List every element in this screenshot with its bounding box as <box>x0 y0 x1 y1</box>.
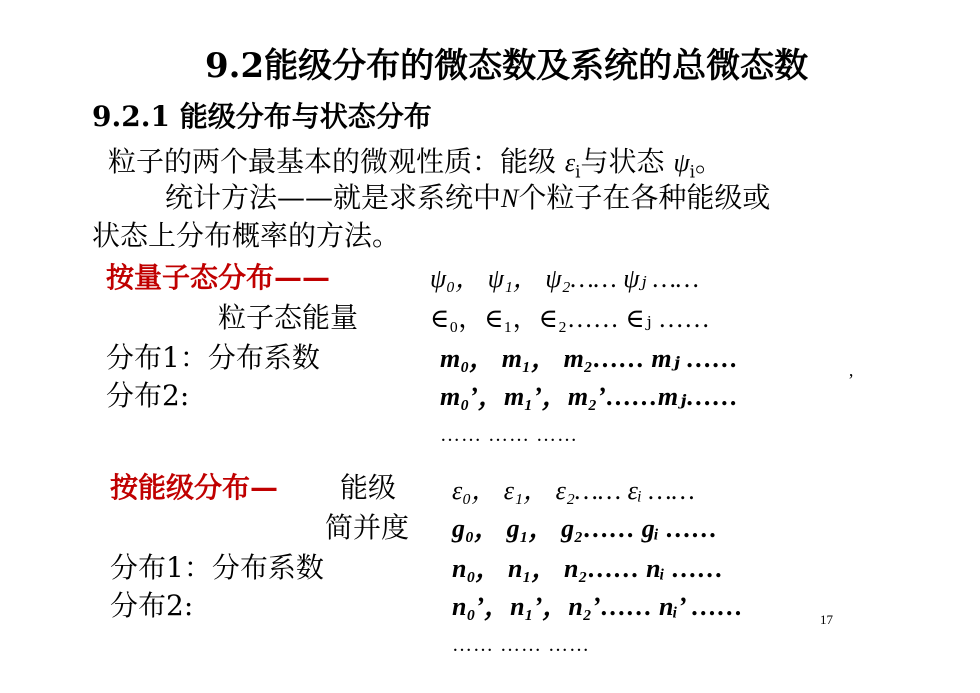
energy-row: ∈₀，∈₁，∈₂…… ∈ⱼ …… <box>430 304 711 333</box>
state-dist-heading: 按量子态分布—— <box>106 261 331 294</box>
degeneracy-label: 简并度 <box>325 511 410 544</box>
states-row: ψ₀， ψ₁， ψ₂…… ψⱼ …… <box>430 264 700 293</box>
level-label: 能级 <box>340 471 397 504</box>
state-dist1-row: m₀， m₁， m₂…… mⱼ …… <box>440 344 739 373</box>
state-dist2-row: m₀’，m₁’，m₂’……mⱼ…… <box>440 382 739 411</box>
intro-text-a: 粒子的两个最基本的微观性质：能级 <box>108 145 565 178</box>
energy-label: 粒子态能量 <box>218 301 359 334</box>
intro-line2-post: 个粒子在各种能级或 <box>518 181 771 214</box>
page-number: 17 <box>820 612 833 627</box>
state-dist2-label: 分布2: <box>106 379 190 412</box>
N-symbol: N <box>501 184 519 213</box>
intro-line-2 <box>165 176 770 216</box>
epsilon-symbol: ε <box>564 148 576 177</box>
level-dist1-label: 分布1：分布系数 <box>110 551 324 584</box>
level-dist1-row: n₀， n₁， n₂…… nᵢ …… <box>452 554 724 583</box>
psi-symbol: ψ <box>673 148 690 177</box>
level-row: ε₀， ε₁， ε₂…… εᵢ …… <box>452 476 695 505</box>
section-heading: 9.2.1 能级分布与状态分布 <box>92 100 432 133</box>
intro-line2-pre: 统计方法——就是求系统中 <box>165 181 502 214</box>
level-dist2-label: 分布2: <box>110 589 194 622</box>
subscript-i: i <box>575 161 581 182</box>
level-dots-row: …… …… …… <box>452 634 590 656</box>
level-dist2-row: n₀’，n₁’，n₂’…… nᵢ’ …… <box>452 592 744 621</box>
slide-title: 9.2能级分布的微态数及系统的总微态数 <box>205 46 809 86</box>
subscript-i-2: i <box>689 161 695 182</box>
state-dist1-label: 分布1：分布系数 <box>106 341 320 374</box>
degeneracy-row: g₀， g₁， g₂…… gᵢ …… <box>452 514 718 543</box>
level-dist-heading: 按能级分布— <box>110 471 279 504</box>
state-dots-row: …… …… …… <box>440 424 578 446</box>
intro-line-3: 状态上分布概率的方法。 <box>92 219 401 252</box>
intro-text-c: 。 <box>694 145 723 178</box>
intro-text-b: 与状态 <box>580 145 674 178</box>
state-dist2-tail: ’ <box>848 370 854 390</box>
